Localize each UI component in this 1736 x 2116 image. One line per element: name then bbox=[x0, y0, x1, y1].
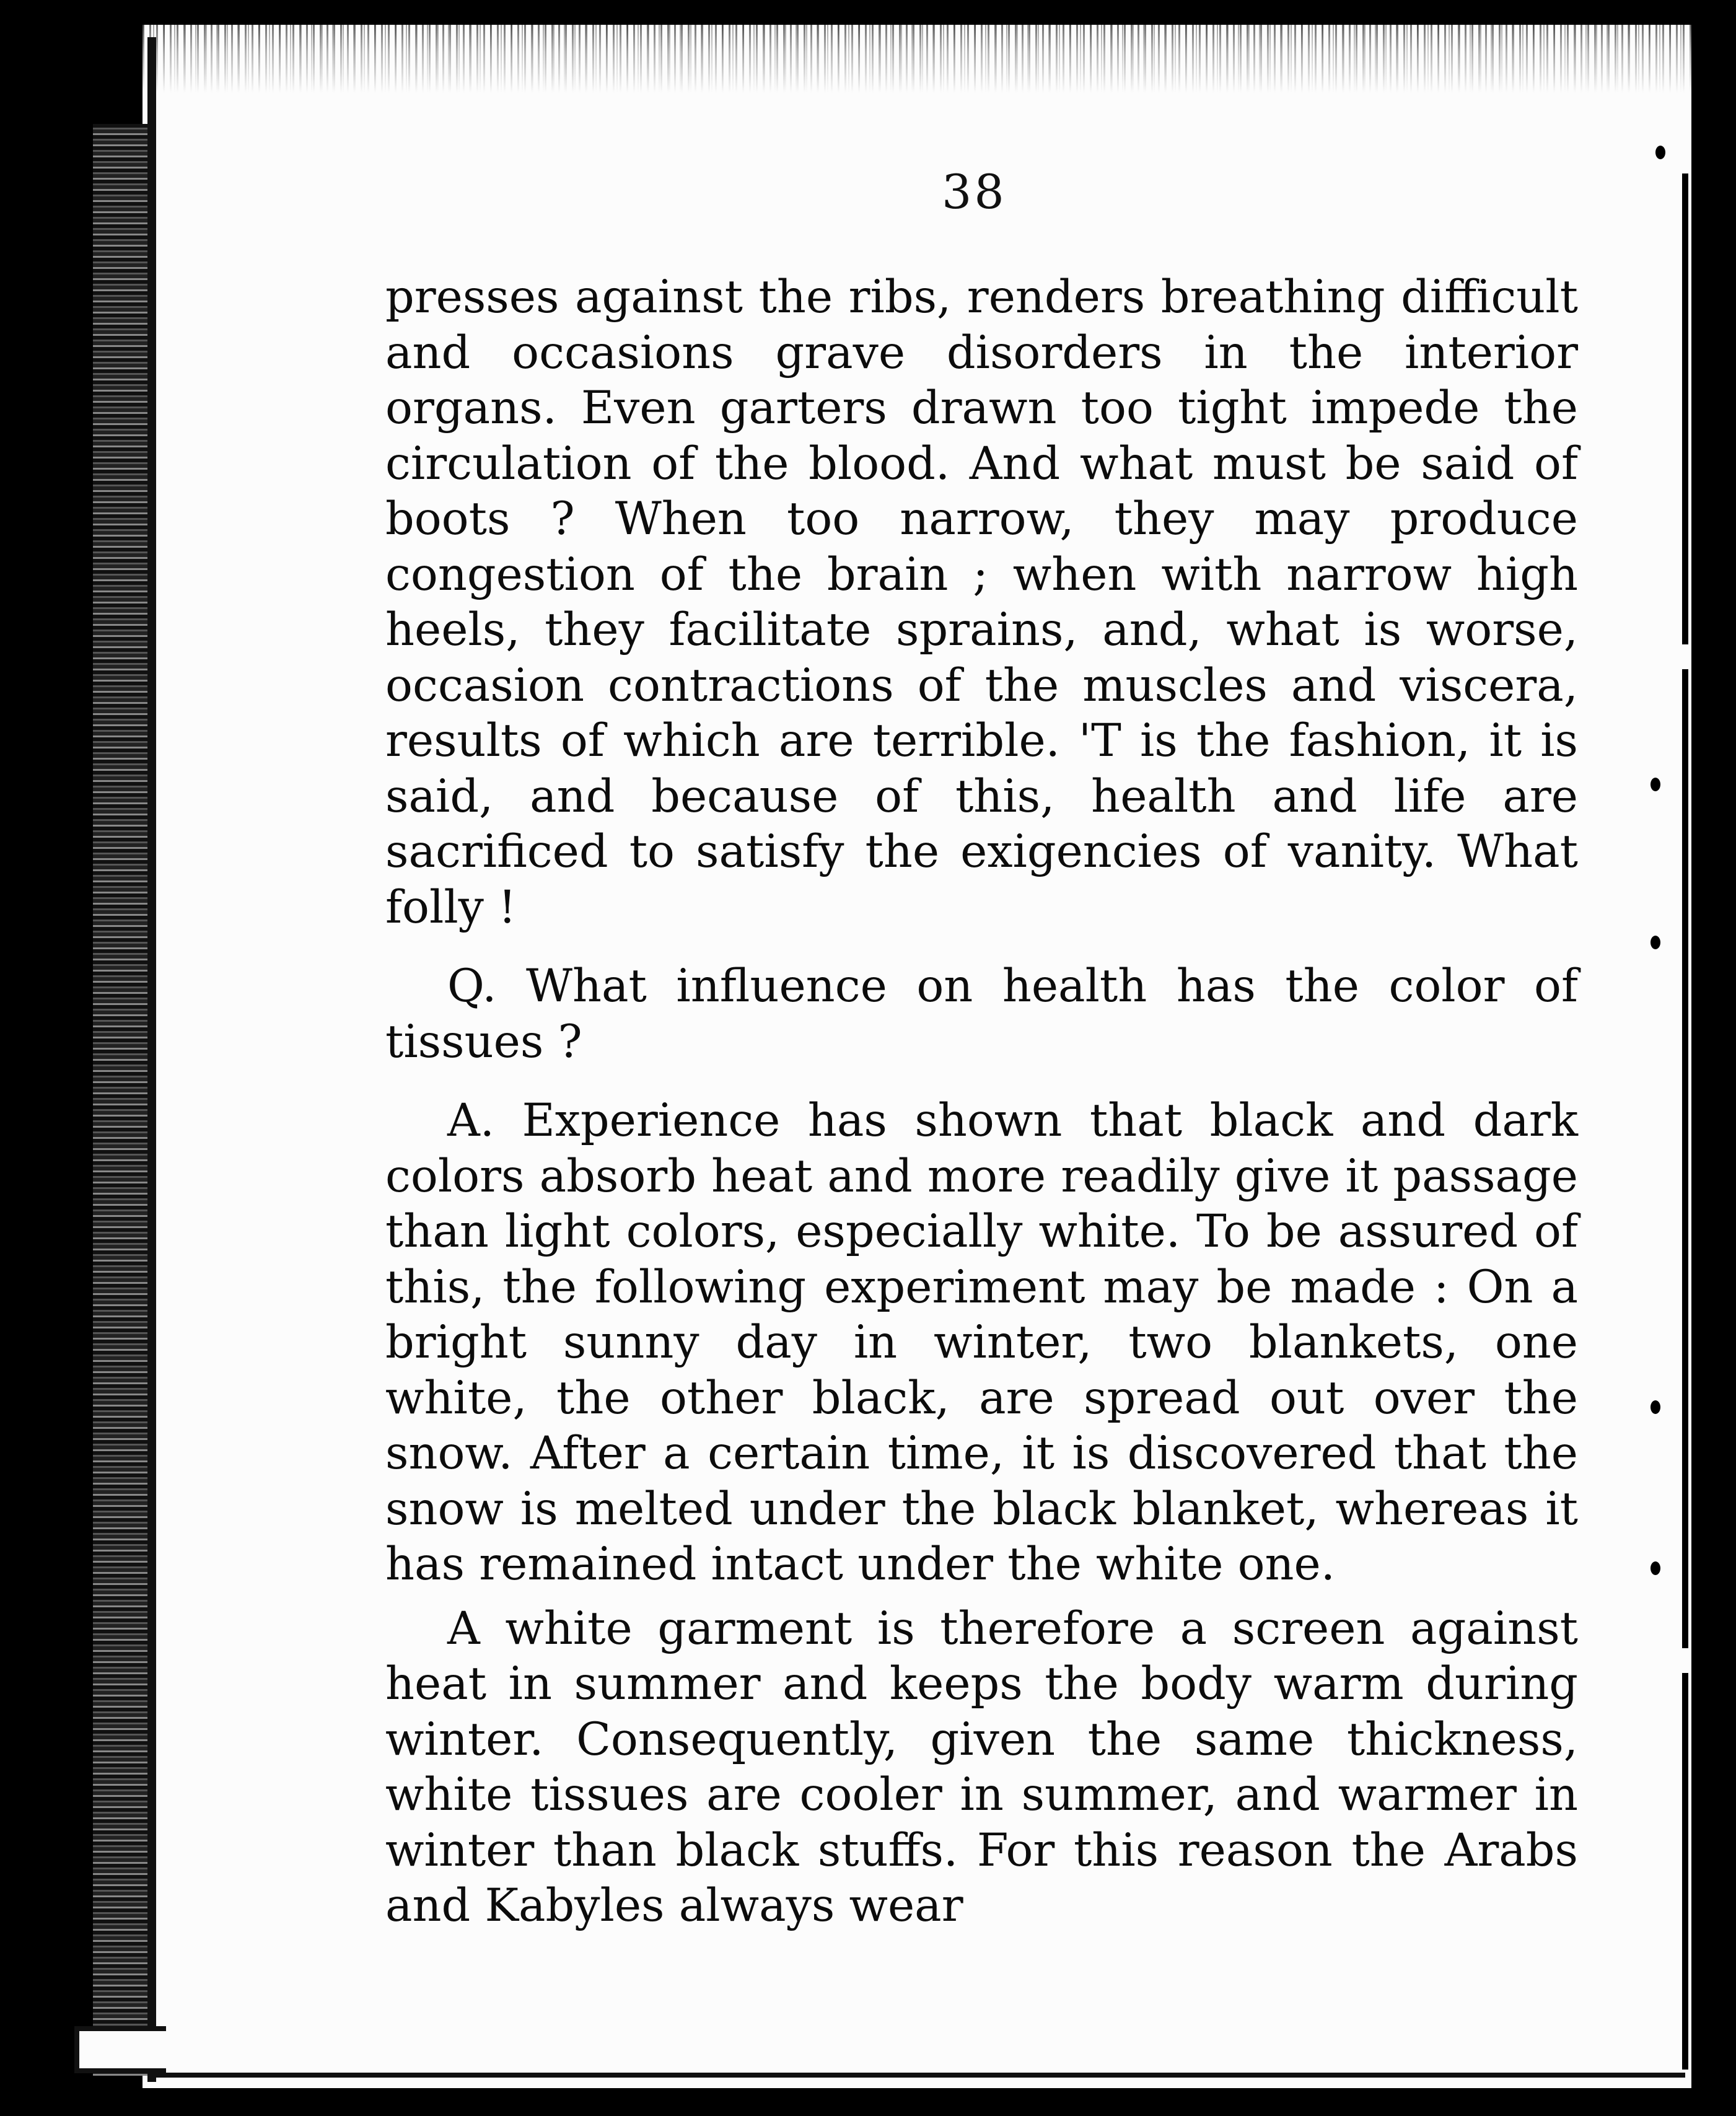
page-number: 38 bbox=[942, 164, 1007, 219]
binding-hole-mark bbox=[1651, 1561, 1660, 1575]
binding-hole-mark bbox=[1651, 1400, 1660, 1414]
right-scan-border bbox=[1699, 0, 1736, 2116]
paragraph-answer: A. Experience has shown that black and dark colors absorb heat and more readily give it passage than light colors, especially white. To be assured of this, the following experiment may be made : On a bright sunny day in winter, two blankets, one white, the other black, are spread out over the snow. After a certain time, it is discovered that the snow is melted under the black blanket, whereas it has remained intact under the white one. bbox=[385, 1094, 1578, 1591]
book-page bbox=[142, 25, 1691, 2088]
binding-hole-mark bbox=[1651, 778, 1660, 791]
left-page-edge bbox=[147, 37, 156, 2082]
binding-hole-mark bbox=[1651, 936, 1660, 949]
scan-noise-top bbox=[142, 25, 1691, 93]
paragraph-conclusion: A white garment is therefore a screen against heat in summer and keeps the body warm during winter. Consequently, given the same thickness, white tissues are cooler in summer, and warmer in winter than black stuffs. For this reason the Arabs and Kabyles always wear bbox=[385, 1602, 1578, 1932]
paragraph-continuation: presses against the ribs, renders breathing difficult and occasions grave disorders in the interior organs. Even garters drawn too tight impede the circulation of the blood. And what must be said of boots ? When too narrow, they may produce congestion of the brain ; when with narrow high heels, they facilitate sprains, and, what is worse, occasion contractions of the muscles and viscera, results of which are terrible. 'T is the fashion, it is said, and because of this, health and life are sacrificed to satisfy the exigencies of vanity. What folly ! bbox=[385, 271, 1578, 934]
right-binding-rule bbox=[1682, 173, 1688, 644]
left-binding-shadow bbox=[93, 124, 149, 2076]
paragraph-question: Q. What influence on health has the color of tissues ? bbox=[385, 960, 1578, 1068]
binding-hole-mark bbox=[1655, 146, 1665, 159]
right-binding-rule bbox=[1682, 669, 1688, 1648]
bottom-page-edge bbox=[155, 2073, 1685, 2078]
right-binding-rule bbox=[1682, 1673, 1688, 2070]
bottom-corner-mark bbox=[74, 2026, 166, 2073]
page-body bbox=[385, 270, 1578, 1934]
